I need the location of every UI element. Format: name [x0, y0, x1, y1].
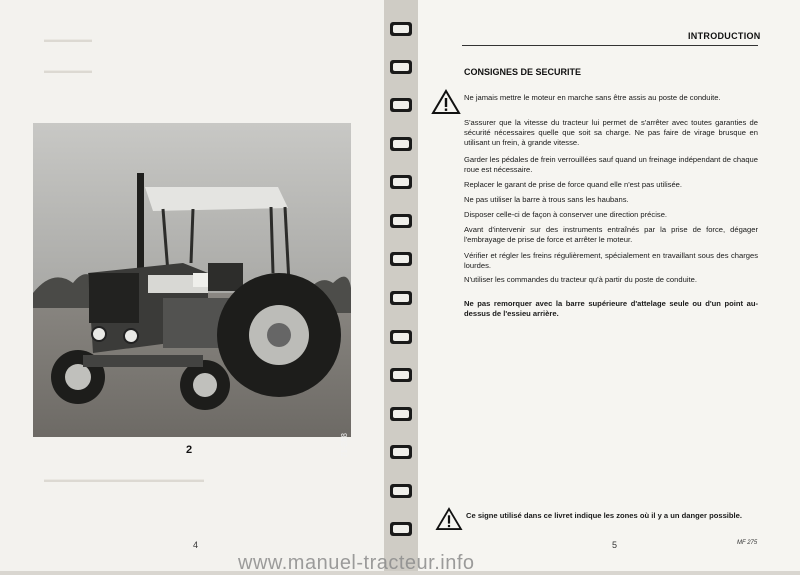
model-label: MF 275 — [737, 540, 758, 546]
bleed-through-text: ▬▬▬▬▬▬▬▬▬▬▬▬▬▬▬▬▬▬▬▬ — [44, 475, 204, 484]
bleed-through-text: ▬▬▬▬▬▬ — [44, 66, 92, 75]
safety-paragraph: S'assurer que la vitesse du tracteur lui permet de s'arrêter avec toutes garanties de sécurité nécessaires quelle que soit sa charge. Ne pas faire de virage brusque en utilisant un frein, à grande vitesse. — [464, 118, 758, 147]
page-header: INTRODUCTION — [688, 31, 761, 41]
warning-triangle-icon — [432, 90, 460, 114]
warning-footnote: Ce signe utilisé dans ce livret indique les zones où il y a un danger possible. — [466, 511, 742, 520]
safety-paragraph: Disposer celle-ci de façon à conserver une direction précise. — [464, 210, 668, 219]
photo-code: 71-288 — [340, 433, 349, 458]
safety-paragraph: Garder les pédales de frein verrouillées sauf quand un freinage indépendant de chaque roue est nécessaire. — [464, 155, 758, 174]
spiral-binding — [384, 0, 418, 571]
safety-paragraph-bold: Ne pas remorquer avec la barre supérieure d'attelage seule ou d'un point au-dessus de l'essieu arrière. — [464, 299, 758, 318]
safety-paragraph: Ne pas utiliser la barre à trous sans les haubans. — [464, 195, 629, 204]
tractor-illustration — [33, 123, 351, 437]
safety-paragraph: Replacer le garant de prise de force quand elle n'est pas utilisée. — [464, 180, 683, 189]
header-rule — [462, 45, 758, 46]
bleed-through-text: ▬▬▬▬▬▬ — [44, 35, 92, 44]
safety-paragraph: Vérifier et régler les freins régulièrement, spécialement en travaillant sous des charges lourdes. — [464, 251, 758, 270]
tractor-photo — [33, 123, 351, 458]
section-title: CONSIGNES DE SECURITE — [464, 67, 582, 77]
safety-paragraph: Avant d'intervenir sur des instruments entraînés par la prise de force, dégager l'embrayage de prise de force et arrêter le moteur. — [464, 225, 758, 244]
safety-paragraph: Ne jamais mettre le moteur en marche sans être assis au poste de conduite. — [464, 93, 721, 102]
right-page-number: 5 — [612, 540, 618, 550]
warning-triangle-icon — [436, 508, 462, 530]
left-page — [0, 0, 392, 571]
site-watermark: www.manuel-tracteur.info — [238, 552, 475, 574]
left-page-number: 4 — [193, 540, 199, 550]
right-page — [398, 0, 800, 571]
safety-paragraph: N'utiliser les commandes du tracteur qu'à partir du poste de conduite. — [464, 275, 697, 284]
figure-number: 2 — [186, 444, 193, 456]
